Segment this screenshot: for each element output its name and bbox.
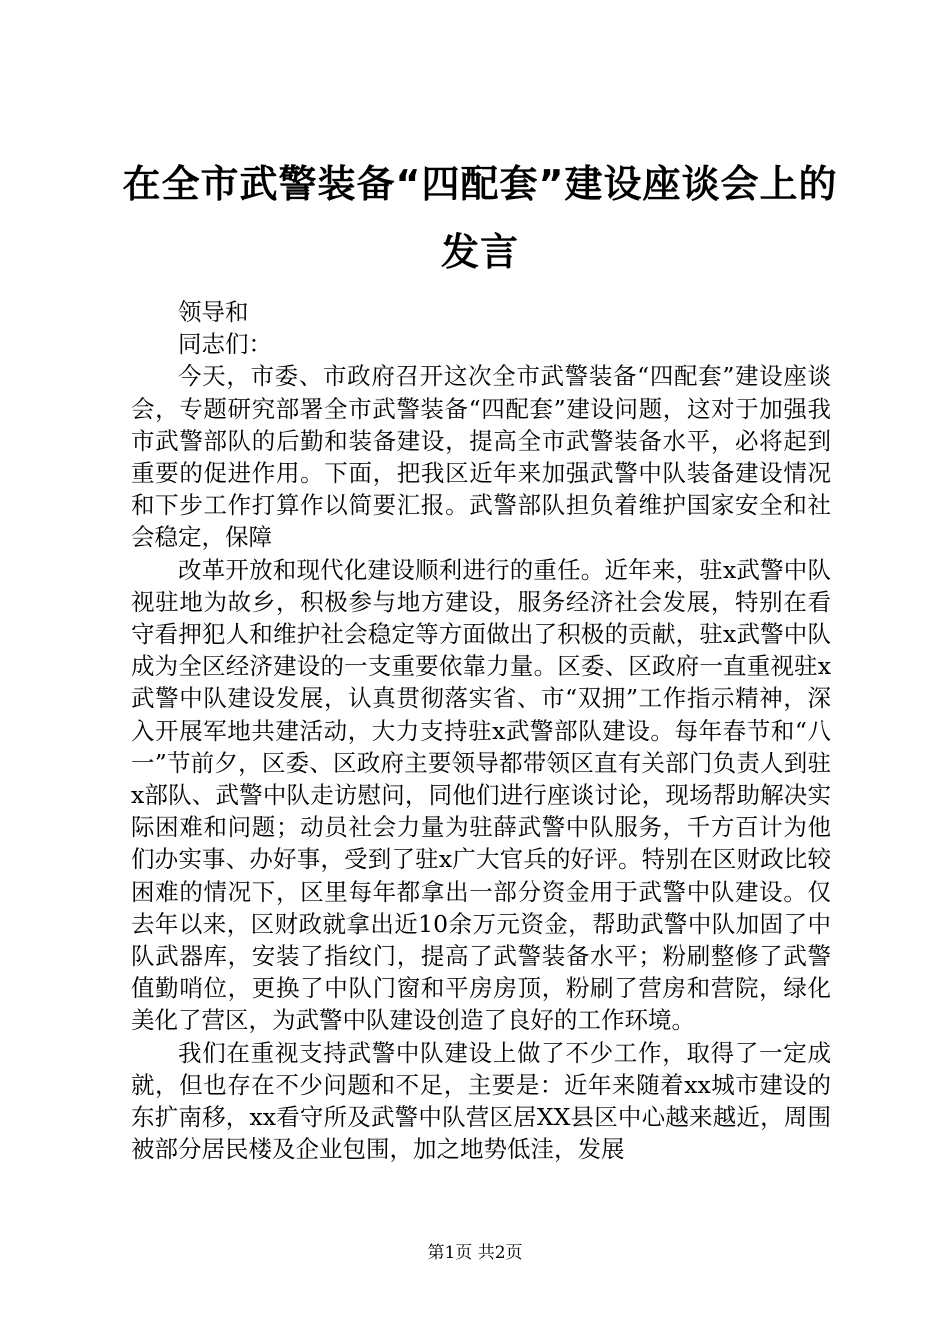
paragraph-3: 我们在重视支持武警中队建设上做了不少工作，取得了一定成就，但也存在不少问题和不足，主要是：近年来随着xx城市建设的东扩南移，xx看守所及武警中队营区居XX县区中心越来越近，周围被部分居民楼及企业包围，加之地势低洼，发展: [131, 1038, 831, 1164]
salutation-line-2: 同志们：: [178, 330, 272, 359]
page-number-footer: 第1页 共2页: [427, 1243, 523, 1263]
salutation-line-1: 领导和: [178, 298, 249, 326]
paragraph-2: 改革开放和现代化建设顺利进行的重任。近年来，驻x武警中队视驻地为故乡，积极参与地方建设，服务经济社会发展，特别在看守看押犯人和维护社会稳定等方面做出了积极的贡献，驻x武警中队成为全区经济建设的一支重要依靠力量。区委、区政府一直重视驻x武警中队建设发展，认真贯彻落实省、市“双拥”工作指示精神，深入开展军地共建活动，大力支持驻x武警部队建设。每年春节和“八一”节前夕，区委、区政府主要领导都带领区直有关部门负责人到驻x部队、武警中队走访慰问，同他们进行座谈讨论，现场帮助解决实际困难和问题；动员社会力量为驻薛武警中队服务，千方百计为他们办实事、办好事，受到了驻x广大官兵的好评。特别在区财政比较困难的情况下，区里每年都拿出一部分资金用于武警中队建设。仅去年以来，区财政就拿出近10余万元资金，帮助武警中队加固了中队武器库，安装了指纹门，提高了武警装备水平；粉刷整修了武警值勤哨位，更换了中队门窗和平房房顶，粉刷了营房和营院，绿化美化了营区，为武警中队建设创造了良好的工作环境。: [131, 555, 831, 1035]
document-body: [131, 296, 831, 1165]
paragraph-1: 今天，市委、市政府召开这次全市武警装备“四配套”建设座谈会，专题研究部署全市武警装备“四配套”建设问题，这对于加强我市武警部队的后勤和装备建设，提高全市武警装备水平，必将起到重要的促进作用。下面，把我区近年来加强武警中队装备建设情况和下步工作打算作以简要汇报。武警部队担负着维护国家安全和社会稳定，保障: [131, 362, 831, 552]
document-title: 在全市武警装备“四配套”建设座谈会上的发言: [122, 162, 838, 274]
